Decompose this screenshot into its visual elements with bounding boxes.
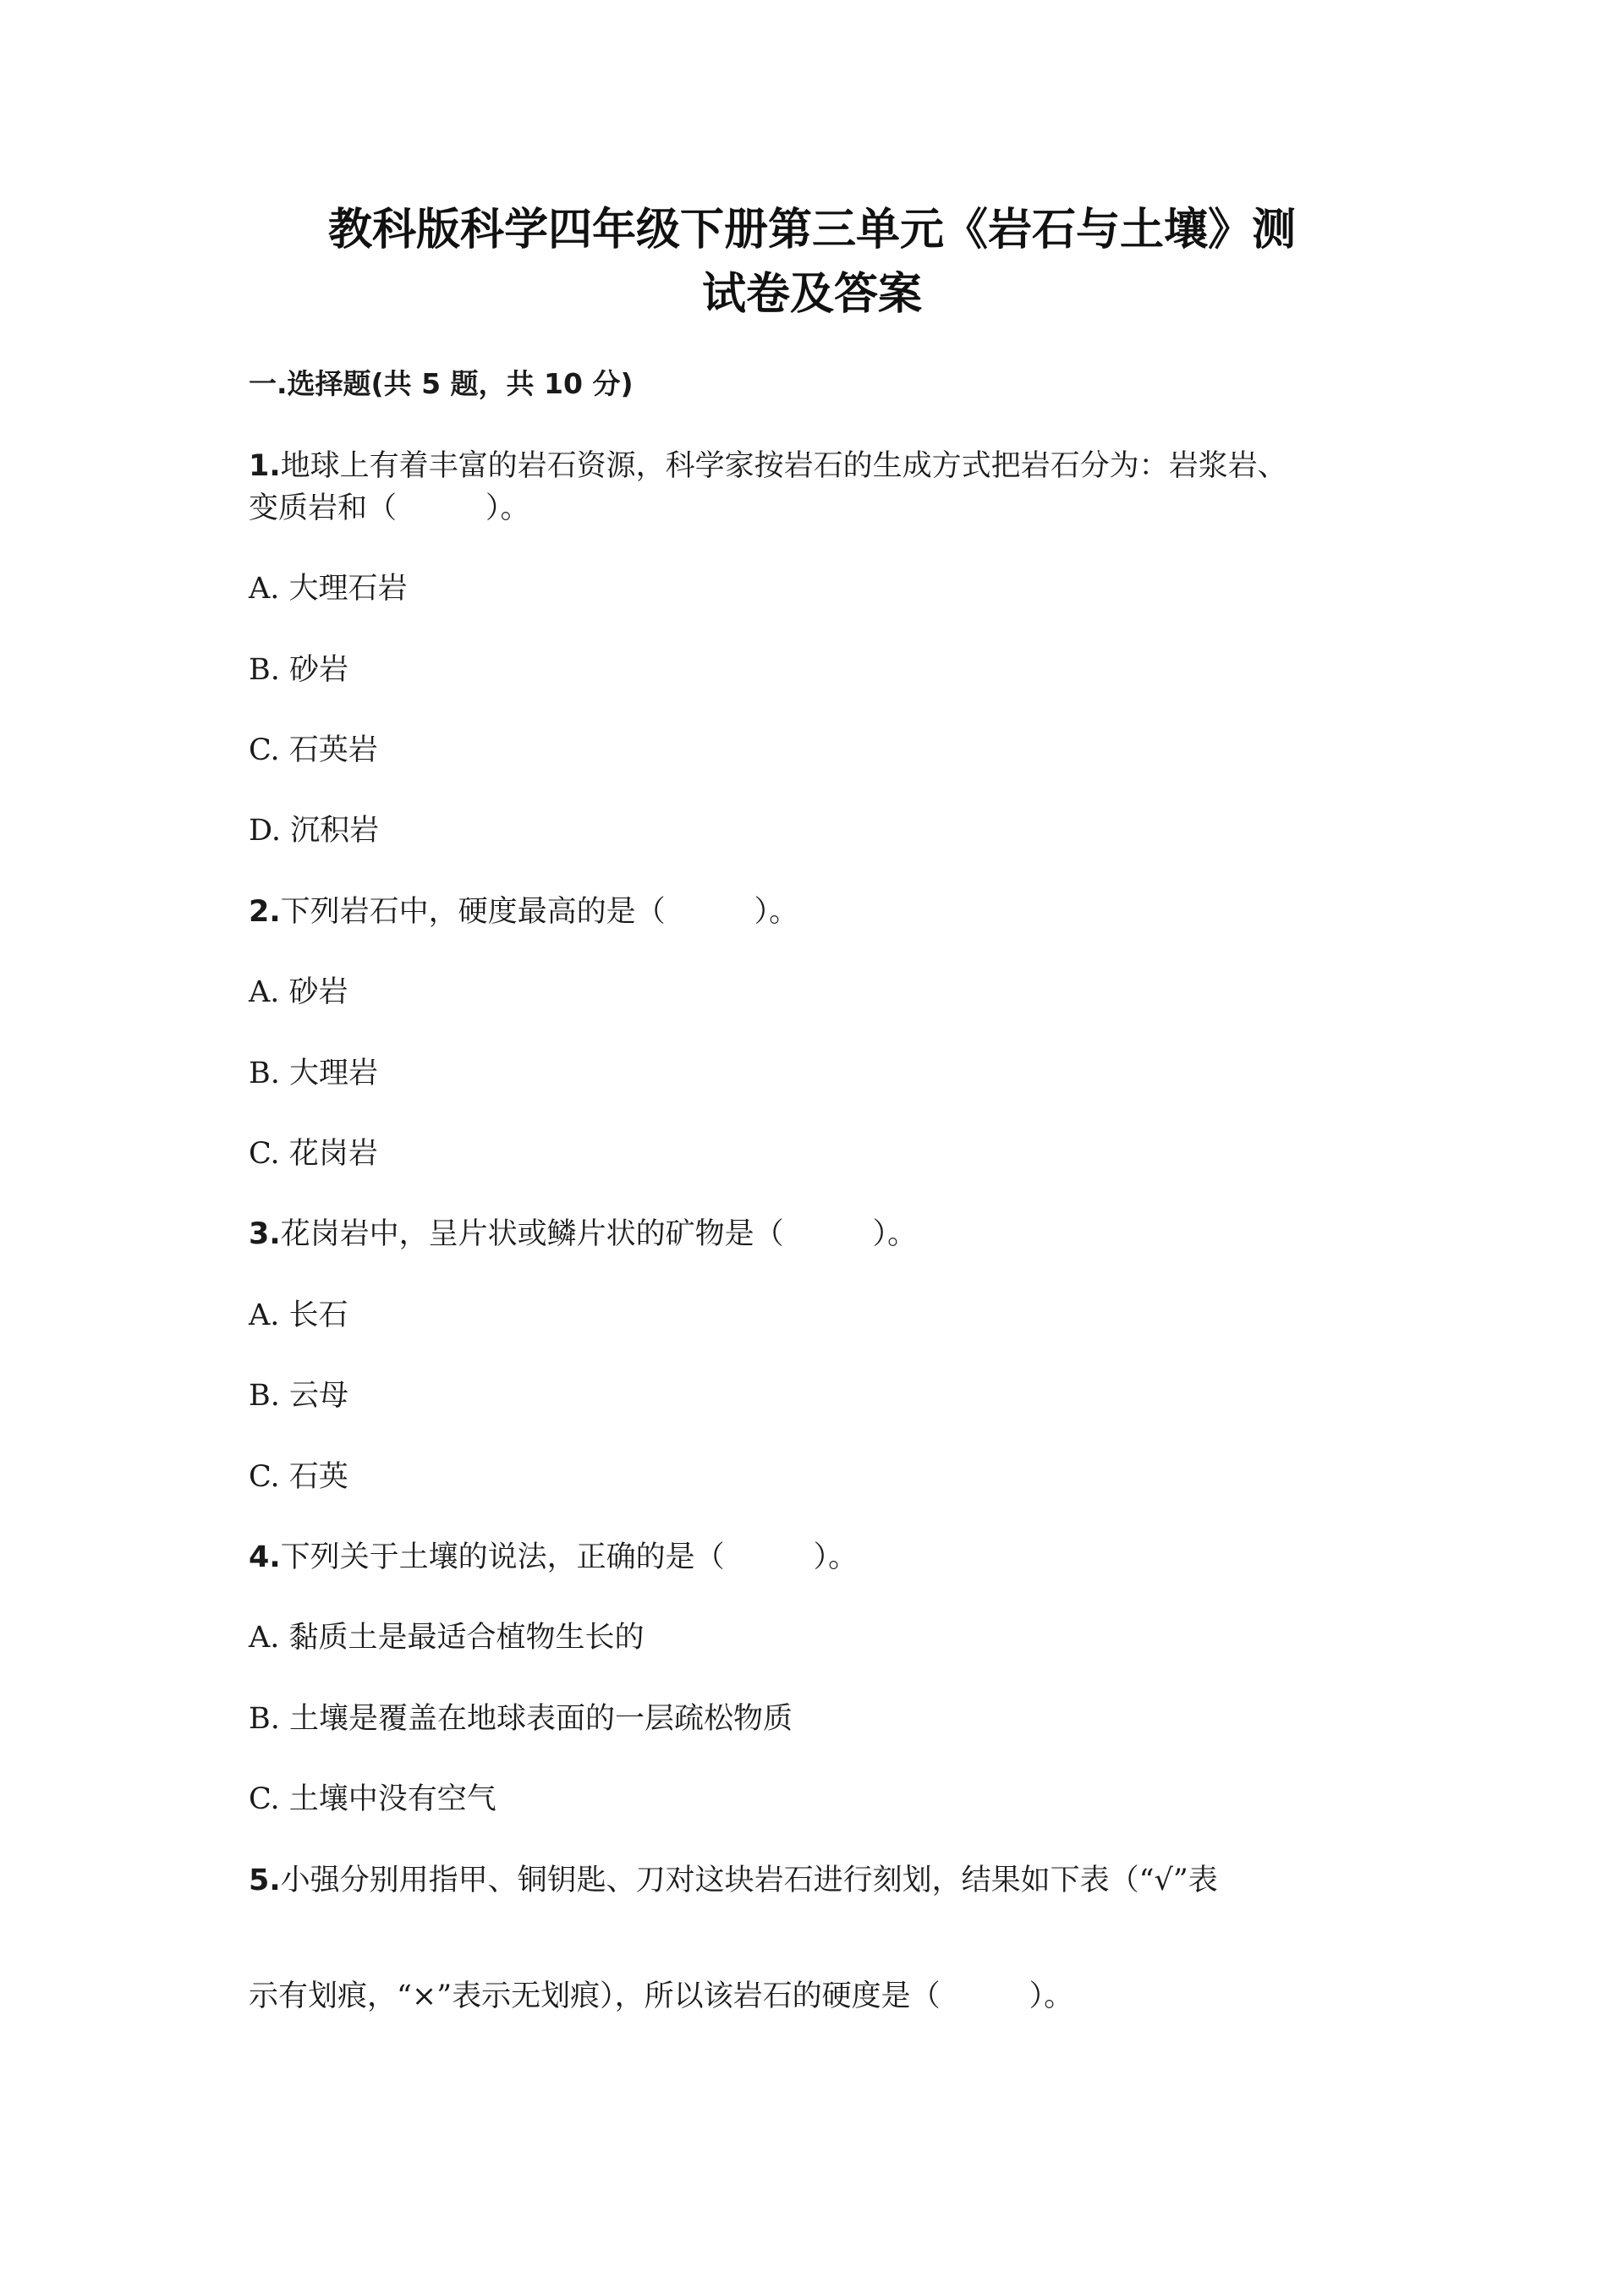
question-2-option-c: C. 花岗岩 (249, 1137, 378, 1171)
question-1-line-2: 变质岩和（ ）。 (249, 491, 530, 525)
question-1-option-a: A. 大理石岩 (249, 572, 408, 606)
question-1-option-d: D. 沉积岩 (249, 814, 380, 848)
question-4-line-1 (249, 1540, 858, 1575)
question-2-line-1 (249, 894, 798, 930)
question-1-option-c: C. 石英岩 (249, 733, 378, 767)
question-2-number: 2. (249, 895, 281, 929)
document-title-line-1: 教科版科学四年级下册第三单元《岩石与土壤》测 (327, 205, 1296, 255)
question-3-line-1 (249, 1216, 917, 1252)
question-3-option-c: C. 石英 (249, 1460, 348, 1494)
question-3-number: 3. (249, 1217, 281, 1251)
question-2-text: 下列岩石中，硬度最高的是（ ）。 (280, 895, 799, 929)
question-3-option-b: B. 云母 (249, 1379, 348, 1413)
question-1-number: 1. (249, 449, 281, 483)
question-2-option-a: A. 砂岩 (249, 975, 348, 1009)
question-4-option-a: A. 黏质土是最适合植物生长的 (249, 1621, 645, 1655)
question-4-text: 下列关于土壤的说法，正确的是（ ）。 (280, 1540, 859, 1574)
question-5-line-1 (249, 1863, 1218, 1898)
question-5-line-2: 示有划痕，“×”表示无划痕），所以该岩石的硬度是（ ）。 (249, 1979, 1074, 2013)
question-1-text: 地球上有着丰富的岩石资源，科学家按岩石的生成方式把岩石分为：岩浆岩、 (280, 449, 1287, 483)
question-3-text: 花岗岩中，呈片状或鳞片状的矿物是（ ）。 (280, 1217, 918, 1251)
question-1-option-b: B. 砂岩 (249, 653, 348, 687)
section-heading: 一.选择题(共 5 题，共 10 分) (249, 367, 634, 400)
question-1-line-1 (249, 448, 1287, 484)
question-5-text: 小强分别用指甲、铜钥匙、刀对这块岩石进行刻划，结果如下表（“√”表 (280, 1864, 1218, 1897)
document-title-line-2: 试卷及答案 (701, 269, 922, 320)
question-5-number: 5. (249, 1864, 281, 1897)
question-3-option-a: A. 长石 (249, 1298, 348, 1332)
question-4-number: 4. (249, 1540, 281, 1574)
question-4-option-b: B. 土壤是覆盖在地球表面的一层疏松物质 (249, 1702, 793, 1736)
question-4-option-c: C. 土壤中没有空气 (249, 1782, 497, 1816)
question-2-option-b: B. 大理岩 (249, 1057, 378, 1090)
